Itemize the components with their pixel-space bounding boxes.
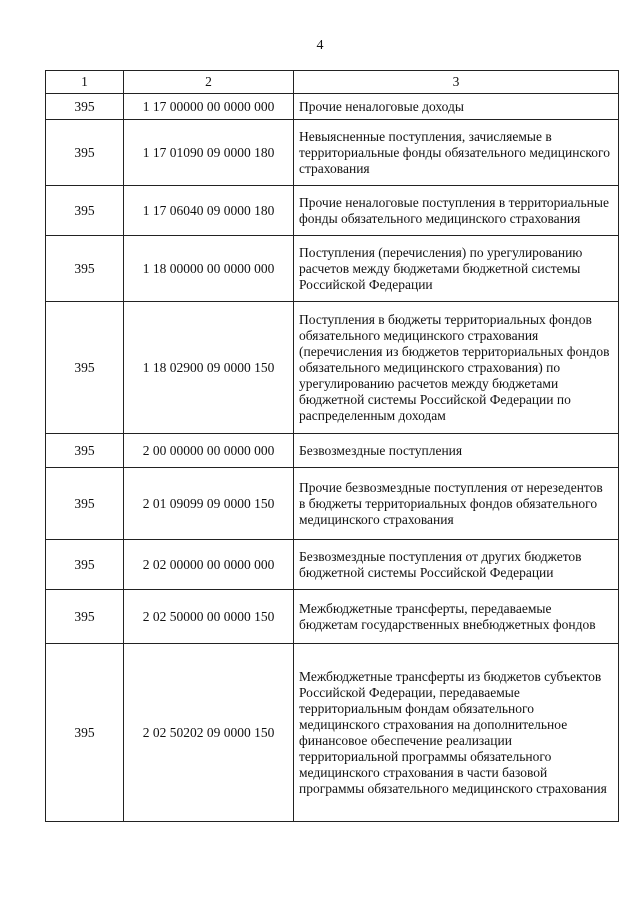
admin-code-cell: 395 <box>46 94 124 120</box>
revenue-name-cell: Безвозмездные поступления <box>294 434 619 468</box>
budget-code-cell: 2 00 00000 00 0000 000 <box>124 434 294 468</box>
table-row <box>46 302 619 434</box>
budget-code-cell: 1 17 06040 09 0000 180 <box>124 186 294 236</box>
admin-code-cell: 395 <box>46 434 124 468</box>
revenue-name-cell: Безвозмездные поступления от других бюджетов бюджетной системы Российской Федерации <box>294 540 619 590</box>
table-row <box>46 644 619 822</box>
admin-code-cell: 395 <box>46 468 124 540</box>
admin-code-cell: 395 <box>46 186 124 236</box>
table-row <box>46 94 619 120</box>
admin-code-cell: 395 <box>46 236 124 302</box>
table-row <box>46 120 619 186</box>
revenue-name-cell: Межбюджетные трансферты, передаваемые бюджетам государственных внебюджетных фондов <box>294 590 619 644</box>
header-row <box>46 71 619 94</box>
page-number: 4 <box>316 38 324 53</box>
column-header-2: 2 <box>124 71 294 94</box>
revenue-name-cell: Поступления (перечисления) по урегулированию расчетов между бюджетами бюджетной системы Российской Федерации <box>294 236 619 302</box>
column-header-3: 3 <box>294 71 619 94</box>
table-row <box>46 540 619 590</box>
admin-code-cell: 395 <box>46 590 124 644</box>
revenue-name-cell: Поступления в бюджеты территориальных фондов обязательного медицинского страхования (перечисления из бюджетов территориальных фондов обязательного медицинского страхования) по урегулированию расчетов между бюджетами бюджетной системы Российской Федерации по распределенным доходам <box>294 302 619 434</box>
budget-code-cell: 1 17 01090 09 0000 180 <box>124 120 294 186</box>
budget-code-cell: 2 02 50202 09 0000 150 <box>124 644 294 822</box>
admin-code-cell: 395 <box>46 302 124 434</box>
budget-code-cell: 1 18 02900 09 0000 150 <box>124 302 294 434</box>
column-header-1: 1 <box>46 71 124 94</box>
budget-code-cell: 2 02 00000 00 0000 000 <box>124 540 294 590</box>
table-row <box>46 468 619 540</box>
revenue-name-cell: Прочие неналоговые поступления в территориальные фонды обязательного медицинского страхования <box>294 186 619 236</box>
table-row <box>46 236 619 302</box>
budget-code-cell: 2 01 09099 09 0000 150 <box>124 468 294 540</box>
table-row <box>46 590 619 644</box>
admin-code-cell: 395 <box>46 540 124 590</box>
budget-classification-table <box>45 70 619 822</box>
revenue-name-cell: Прочие безвозмездные поступления от нерезедентов в бюджеты территориальных фондов обязательного медицинского страхования <box>294 468 619 540</box>
revenue-name-cell: Невыясненные поступления, зачисляемые в территориальные фонды обязательного медицинского страхования <box>294 120 619 186</box>
budget-code-cell: 1 18 00000 00 0000 000 <box>124 236 294 302</box>
admin-code-cell: 395 <box>46 644 124 822</box>
admin-code-cell: 395 <box>46 120 124 186</box>
table-row <box>46 434 619 468</box>
revenue-name-cell: Межбюджетные трансферты из бюджетов субъектов Российской Федерации, передаваемые территориальным фондам обязательного медицинского страхования на дополнительное финансовое обеспечение реализации территориальной программы обязательного медицинского страхования в части базовой программы обязательного медицинского страхования <box>294 644 619 822</box>
budget-code-cell: 2 02 50000 00 0000 150 <box>124 590 294 644</box>
budget-code-cell: 1 17 00000 00 0000 000 <box>124 94 294 120</box>
table-row <box>46 186 619 236</box>
revenue-name-cell: Прочие неналоговые доходы <box>294 94 619 120</box>
